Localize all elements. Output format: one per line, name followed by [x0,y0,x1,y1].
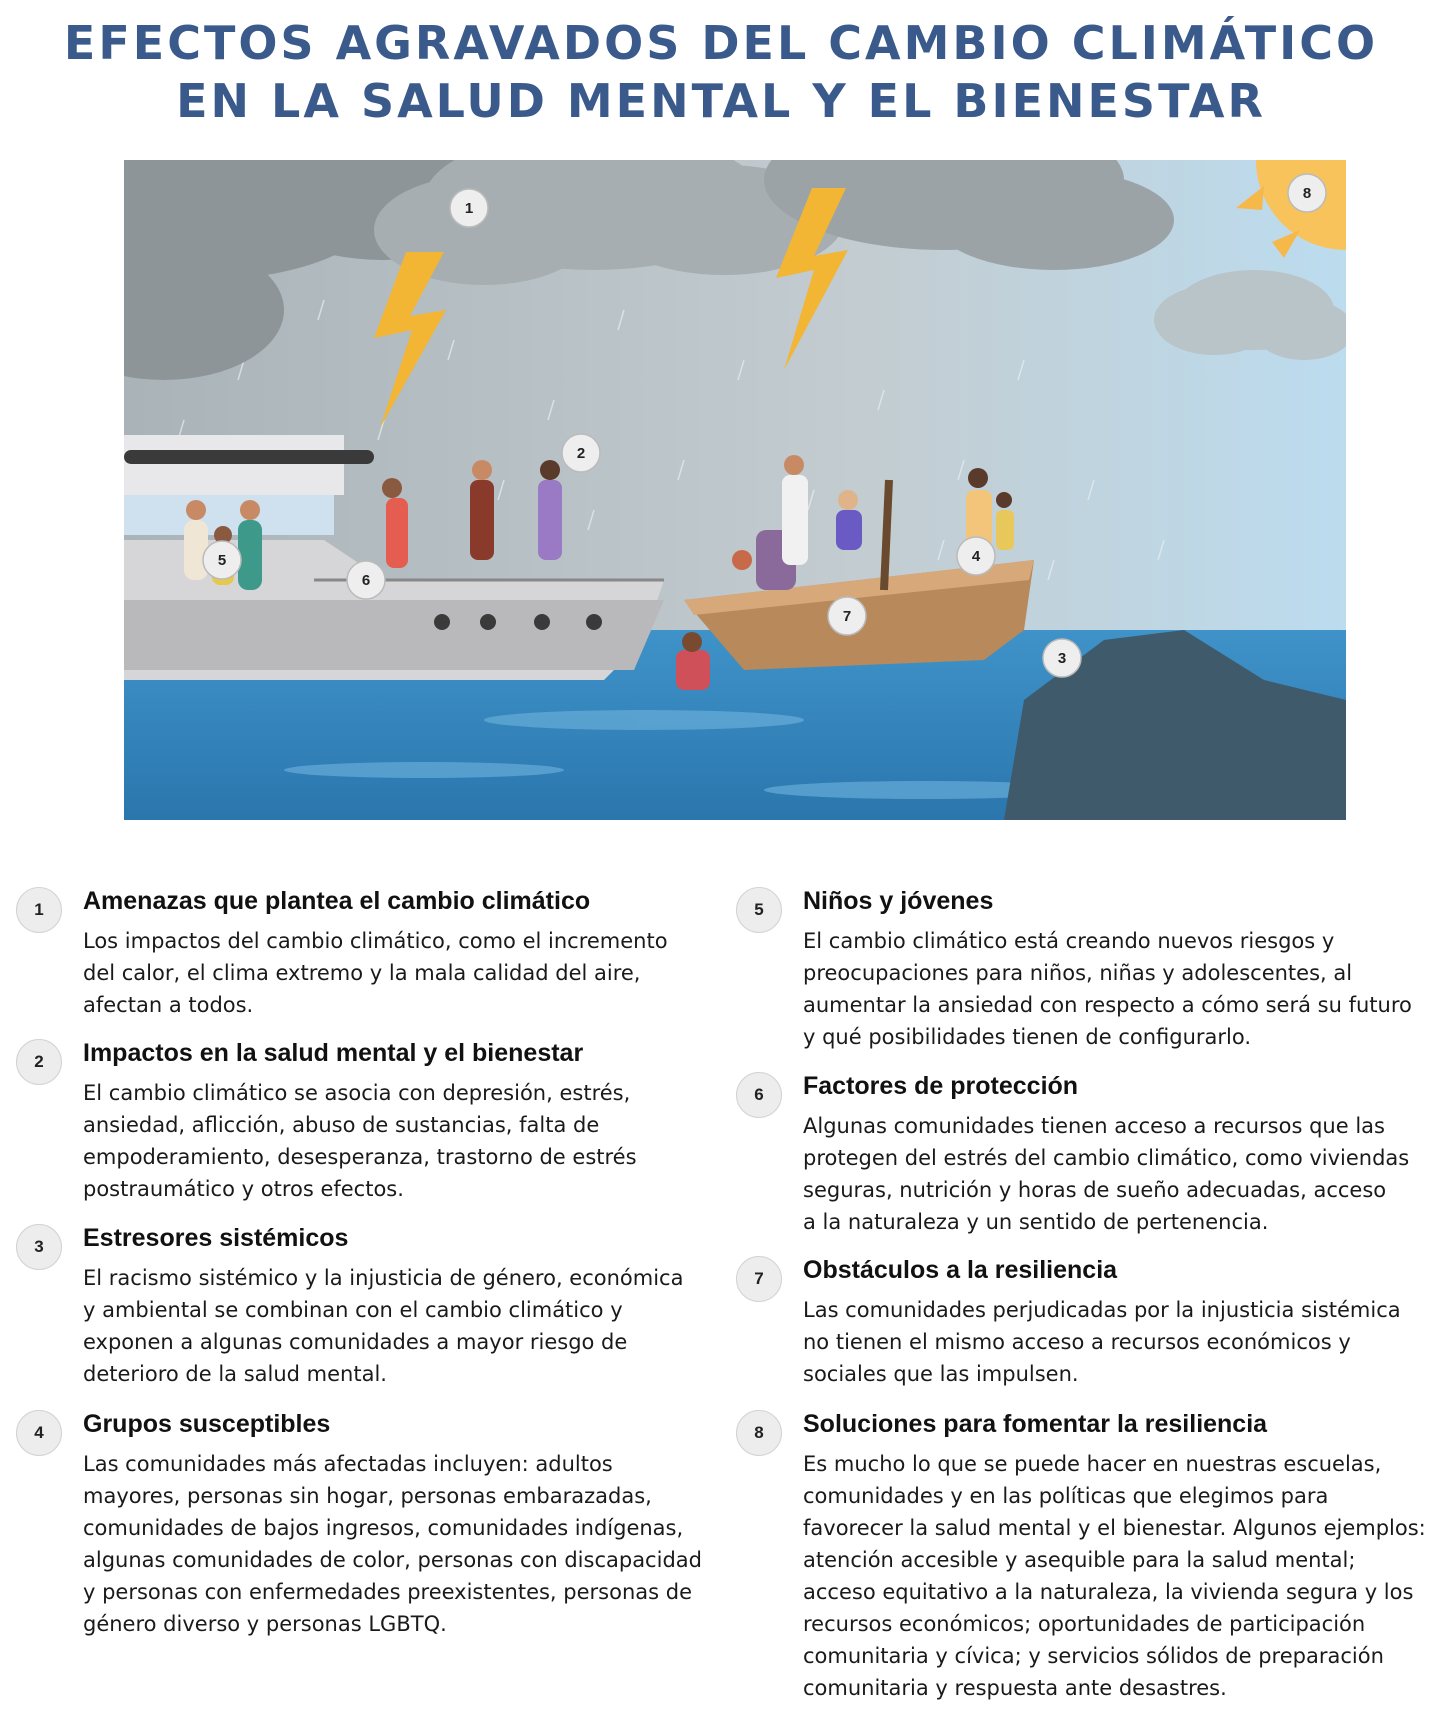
item-description [83,1077,637,1205]
item-description-line: aumentar la ansiedad con respecto a cómo será su futuro [803,993,1412,1017]
svg-text:1: 1 [464,200,474,217]
item-description-line: Los impactos del cambio climático, como el incremento [83,929,668,953]
item-description-line: afectan a todos. [83,993,254,1017]
item-description [83,1262,683,1390]
item-description-line: ansiedad, aflicción, abuso de sustancias, falta de [83,1113,600,1137]
item-description-line: El cambio climático se asocia con depresión, estrés, [83,1081,631,1105]
item-number-badge: 2 [16,1039,62,1085]
callout-6 [347,561,385,599]
item-description-line: comunidades de bajos ingresos, comunidades indígenas, [83,1516,684,1540]
item-heading: Factores de protección [803,1072,1079,1100]
item-description-line: deterioro de la salud mental. [83,1362,387,1386]
item-number-badge: 1 [16,887,62,933]
item-description-line: comunitaria y cívica; y servicios sólidos de preparación [803,1644,1384,1668]
item-description-line: y ambiental se combinan con el cambio climático y [83,1298,623,1322]
title-line-1: EFECTOS AGRAVADOS DEL CAMBIO CLIMÁTICO [63,16,1379,70]
item-description-line: acceso equitativo a la naturaleza, la vivienda segura y los [803,1580,1414,1604]
item-description-line: Las comunidades perjudicadas por la injusticia sistémica [803,1298,1401,1322]
svg-text:2: 2 [576,445,586,462]
item-description-line: mayores, personas sin hogar, personas embarazadas, [83,1484,652,1508]
callout-1 [450,189,488,227]
item-description-line: protegen del estrés del cambio climático, como viviendas [803,1146,1410,1170]
item-description-line: Algunas comunidades tienen acceso a recursos que las [803,1114,1385,1138]
callout-2 [562,434,600,472]
svg-text:5: 5 [217,552,227,569]
item-description-line: exponen a algunas comunidades a mayor riesgo de [83,1330,628,1354]
callout-8 [1288,174,1326,212]
item-description-line: género diverso y personas LGBTQ. [83,1612,447,1636]
item-heading: Estresores sistémicos [83,1224,349,1252]
svg-text:8: 8 [1302,185,1312,202]
illustration-svg [124,160,1346,820]
callout-3 [1043,639,1081,677]
item-heading: Niños y jóvenes [803,887,994,915]
item-description-line: Las comunidades más afectadas incluyen: adultos [83,1452,613,1476]
item-description [83,925,668,1021]
item-heading: Impactos en la salud mental y el bienestar [83,1039,584,1067]
item-number-badge: 3 [16,1224,62,1270]
svg-text:4: 4 [971,548,981,565]
item-heading: Soluciones para fomentar la resiliencia [803,1410,1268,1438]
item-description-line: no tienen el mismo acceso a recursos económicos y [803,1330,1351,1354]
item-number-badge: 5 [736,887,782,933]
item-description-line: recursos económicos; oportunidades de participación [803,1612,1366,1636]
item-number-badge: 4 [16,1410,62,1456]
item-number-badge: 6 [736,1072,782,1118]
item-description-line: Es mucho lo que se puede hacer en nuestras escuelas, [803,1452,1382,1476]
item-description-line: favorecer la salud mental y el bienestar. Algunos ejemplos: [803,1516,1426,1540]
page-title [0,14,1442,130]
item-description [803,1448,1426,1704]
item-description-line: atención accesible y asequible para la salud mental; [803,1548,1356,1572]
item-description-line: sociales que las impulsen. [803,1362,1079,1386]
item-description-line: comunitaria y respuesta ante desastres. [803,1676,1227,1700]
item-description-line: seguras, nutrición y horas de sueño adecuadas, acceso [803,1178,1387,1202]
callout-4 [957,537,995,575]
item-heading: Amenazas que plantea el cambio climático [83,887,591,915]
item-description-line: preocupaciones para niños, niñas y adolescentes, al [803,961,1353,985]
item-number-badge: 7 [736,1256,782,1302]
item-description-line: algunas comunidades de color, personas con discapacidad [83,1548,702,1572]
item-heading: Grupos susceptibles [83,1410,331,1438]
callout-5 [203,541,241,579]
item-description-line: El racismo sistémico y la injusticia de género, económica [83,1266,684,1290]
item-description-line: postraumático y otros efectos. [83,1177,404,1201]
item-description-line: y personas con enfermedades preexistentes, personas de [83,1580,692,1604]
svg-text:7: 7 [842,608,852,625]
item-description-line: del calor, el clima extremo y la mala calidad del aire, [83,961,641,985]
title-line-2: EN LA SALUD MENTAL Y EL BIENESTAR [176,74,1266,128]
item-description-line: El cambio climático está creando nuevos riesgos y [803,929,1335,953]
item-heading: Obstáculos a la resiliencia [803,1256,1118,1284]
item-description [803,1294,1401,1390]
svg-text:6: 6 [361,572,371,589]
item-description-line: y qué posibilidades tienen de configurarlo. [803,1025,1252,1049]
illustration [124,160,1346,820]
callout-7 [828,597,866,635]
item-number-badge: 8 [736,1410,782,1456]
svg-text:3: 3 [1057,650,1067,667]
item-description-line: empoderamiento, desesperanza, trastorno de estrés [83,1145,637,1169]
item-description-line: a la naturaleza y un sentido de pertenencia. [803,1210,1269,1234]
item-description [83,1448,702,1640]
item-description [803,925,1412,1053]
item-description-line: comunidades y en las políticas que elegimos para [803,1484,1329,1508]
item-description [803,1110,1409,1238]
